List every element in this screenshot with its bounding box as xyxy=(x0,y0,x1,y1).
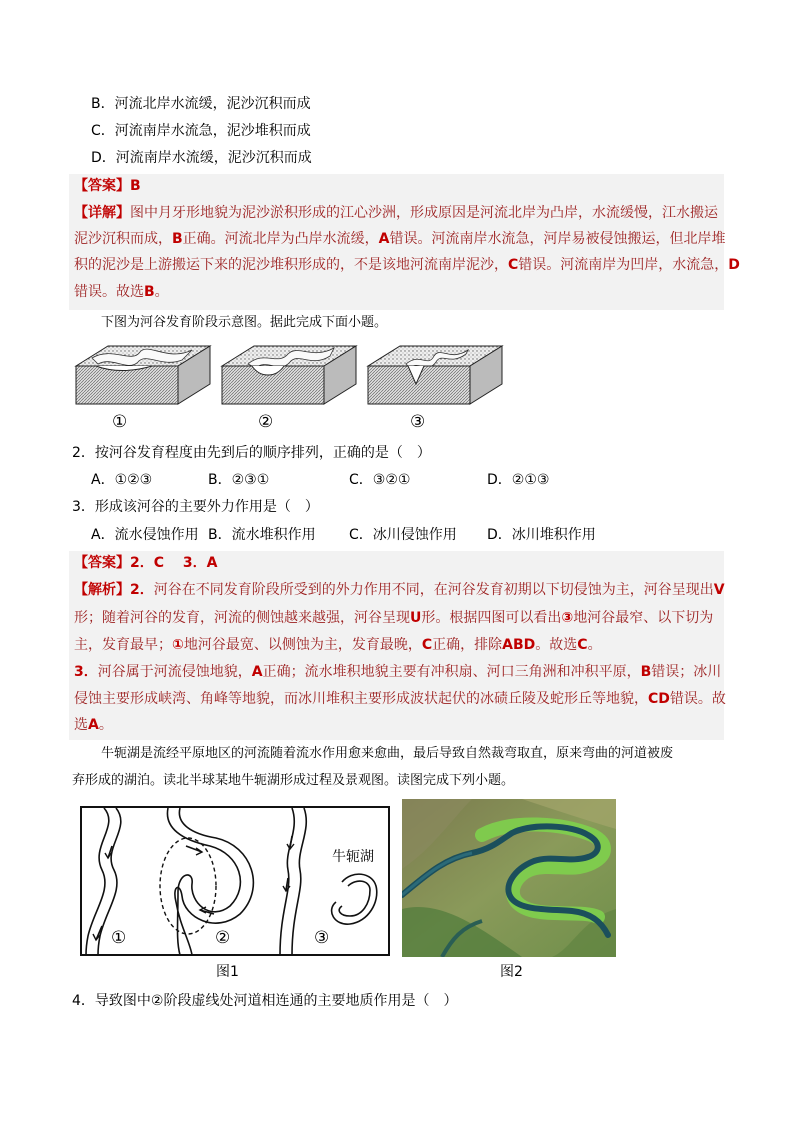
body-text: 形；随着河谷的发育，河流的侧蚀越来越强，河谷呈现 xyxy=(74,610,410,626)
body-text: 错误。河流南岸为凹岸，水流急， xyxy=(518,257,729,273)
q23-answer-line xyxy=(74,553,217,573)
q23-analysis-line-5 xyxy=(74,689,726,709)
body-text: 正确；流水堆积地貌主要有冲积扇、河口三角洲和冲积平原， xyxy=(262,664,641,680)
body-text: 地河谷最宽、以侧蚀为主，发育最晚， xyxy=(183,637,422,653)
body-text: 错误。故选 xyxy=(74,284,144,300)
highlight-text: ① xyxy=(172,637,184,653)
highlight-text: B xyxy=(640,664,652,680)
q3-option-d: D．冰川堆积作用 xyxy=(487,527,596,543)
q23-analysis-line-1 xyxy=(74,580,725,600)
detail-label: 【详解】 xyxy=(74,205,130,221)
q1-option-c: C．河流南岸水流急，泥沙堆积而成 xyxy=(91,123,311,139)
answer-value: B xyxy=(130,178,141,194)
answer-label: 【答案】 xyxy=(74,178,130,194)
figure-1-caption: 图1 xyxy=(216,964,239,980)
q2-option-b: B．②③① xyxy=(208,472,270,488)
q1-answer-line xyxy=(74,176,141,196)
intro-oxbow-line-1: 牛轭湖是流经平原地区的河流随着流水作用愈来愈曲，最后导致自然裁弯取直，原来弯曲的河道被废 xyxy=(101,746,674,761)
q3-option-a: A．流水侵蚀作用 xyxy=(91,527,199,543)
valley-label-2: ② xyxy=(258,412,274,432)
valley-block-3 xyxy=(368,346,502,404)
valley-block-2 xyxy=(222,346,356,404)
highlight-text: 3． xyxy=(74,664,98,680)
highlight-text: A xyxy=(88,717,99,733)
oxbow-lake-label: 牛轭湖 xyxy=(332,849,374,865)
highlight-text: D xyxy=(728,257,740,273)
highlight-text: U xyxy=(410,610,422,626)
highlight-text: C xyxy=(508,257,519,273)
body-text: 。 xyxy=(154,284,169,300)
body-text: 正确，排除 xyxy=(432,637,503,653)
highlight-text: C xyxy=(577,637,588,653)
q23-analysis-text xyxy=(74,717,113,733)
q3-option-b: B．流水堆积作用 xyxy=(208,527,316,543)
q23-analysis-text xyxy=(74,664,721,680)
body-text: 河谷在不同发育阶段所受到的外力作用不同，在河谷发育初期以下切侵蚀为主，河谷呈现出 xyxy=(153,582,714,598)
highlight-text: A xyxy=(378,231,390,247)
figure-2-caption: 图2 xyxy=(500,964,523,980)
highlight-text: V xyxy=(713,582,725,598)
answer-label: 【答案】 xyxy=(74,555,130,571)
valley-block-1 xyxy=(76,346,210,404)
q2-option-d: D．②①③ xyxy=(487,472,550,488)
body-text: 正确。河流北岸为凸岸水流缓， xyxy=(182,231,379,247)
body-text: 地河谷最窄、以下切为 xyxy=(573,610,714,626)
q1-answer-box xyxy=(69,174,740,310)
body-text: 泥沙沉积而成， xyxy=(74,231,172,247)
highlight-text: B xyxy=(144,284,155,300)
q3-option-c: C．冰川侵蚀作用 xyxy=(349,527,457,543)
body-text: 错误。河流南岸水流急，河岸易被侵蚀搬运，但北岸堆 xyxy=(389,231,726,247)
answer-value: 2．C 3．A xyxy=(130,555,218,571)
body-text: 错误。故 xyxy=(669,691,726,707)
body-text: 积的泥沙是上游搬运下来的泥沙堆积形成的，不是该地河流南岸泥沙， xyxy=(74,257,508,273)
body-text: 图中月牙形地貌为泥沙淤积形成的江心沙洲，形成原因是河流北岸为凸岸，水流缓慢，江水搬运 xyxy=(130,205,718,221)
intro-valley: 下图为河谷发育阶段示意图。据此完成下面小题。 xyxy=(101,315,388,330)
body-text: 错误；冰川 xyxy=(651,664,722,680)
body-text: 形。根据四图可以看出 xyxy=(421,610,562,626)
q1-option-b: B．河流北岸水流缓，泥沙沉积而成 xyxy=(91,96,311,112)
q1-detail-line-2 xyxy=(74,229,726,249)
q1-detail-text xyxy=(74,231,726,247)
highlight-text: A xyxy=(251,664,263,680)
valley-diagrams xyxy=(72,338,517,413)
q23-analysis-text xyxy=(74,610,713,626)
q23-analysis-text xyxy=(130,582,725,598)
q23-analysis-line-6 xyxy=(74,715,113,735)
q1-detail-text xyxy=(74,257,740,273)
q23-analysis-text xyxy=(74,637,602,653)
body-text: 河谷属于河流侵蚀地貌， xyxy=(97,664,252,680)
stage-label-2: ② xyxy=(215,928,231,948)
q1-detail-text xyxy=(74,284,169,300)
q23-analysis-line-4 xyxy=(74,662,721,682)
q4-stem: 4．导致图中②阶段虚线处河道相连通的主要地质作用是（ ） xyxy=(72,993,458,1009)
q1-option-d: D．河流南岸水流缓，泥沙沉积而成 xyxy=(91,150,312,166)
highlight-text: C xyxy=(421,637,433,653)
highlight-text: CD xyxy=(648,691,670,707)
q3-stem: 3．形成该河谷的主要外力作用是（ ） xyxy=(72,499,319,515)
intro-oxbow-line-2: 弃形成的湖泊。读北半球某地牛轭湖形成过程及景观图。读图完成下列小题。 xyxy=(72,773,515,788)
body-text: 。 xyxy=(587,637,602,653)
figure-2-aerial-photo xyxy=(402,799,616,957)
q23-analysis-line-2 xyxy=(74,608,713,628)
q1-detail-text xyxy=(130,205,718,221)
analysis-label: 【解析】 xyxy=(74,582,130,598)
body-text: 主，发育最早； xyxy=(74,637,172,653)
q23-answer-box xyxy=(69,551,724,740)
highlight-text: ABD xyxy=(502,637,536,653)
highlight-text: ③ xyxy=(561,610,574,626)
body-text: 选 xyxy=(74,717,88,733)
valley-label-1: ① xyxy=(112,412,128,432)
q2-option-a: A．①②③ xyxy=(91,472,153,488)
q1-detail-line-4 xyxy=(74,282,169,302)
q1-detail-line-3 xyxy=(74,255,740,275)
q2-option-c: C．③②① xyxy=(349,472,411,488)
body-text: 。故选 xyxy=(535,637,578,653)
stage-label-3: ③ xyxy=(314,928,330,948)
stage-label-1: ① xyxy=(111,928,127,948)
q1-detail-line-1 xyxy=(74,203,718,223)
q23-analysis-line-3 xyxy=(74,635,602,655)
figure-1-oxbow-process xyxy=(80,806,392,958)
body-text: 侵蚀主要形成峡湾、角峰等地貌，而冰川堆积主要形成波状起伏的冰碛丘陵及蛇形丘等地貌， xyxy=(74,691,648,707)
valley-label-3: ③ xyxy=(410,412,426,432)
q2-stem: 2．按河谷发育程度由先到后的顺序排列，正确的是（ ） xyxy=(72,445,431,461)
highlight-text: B xyxy=(172,231,183,247)
highlight-text: 2． xyxy=(130,582,154,598)
body-text: 。 xyxy=(98,717,113,733)
q23-analysis-text xyxy=(74,691,726,707)
